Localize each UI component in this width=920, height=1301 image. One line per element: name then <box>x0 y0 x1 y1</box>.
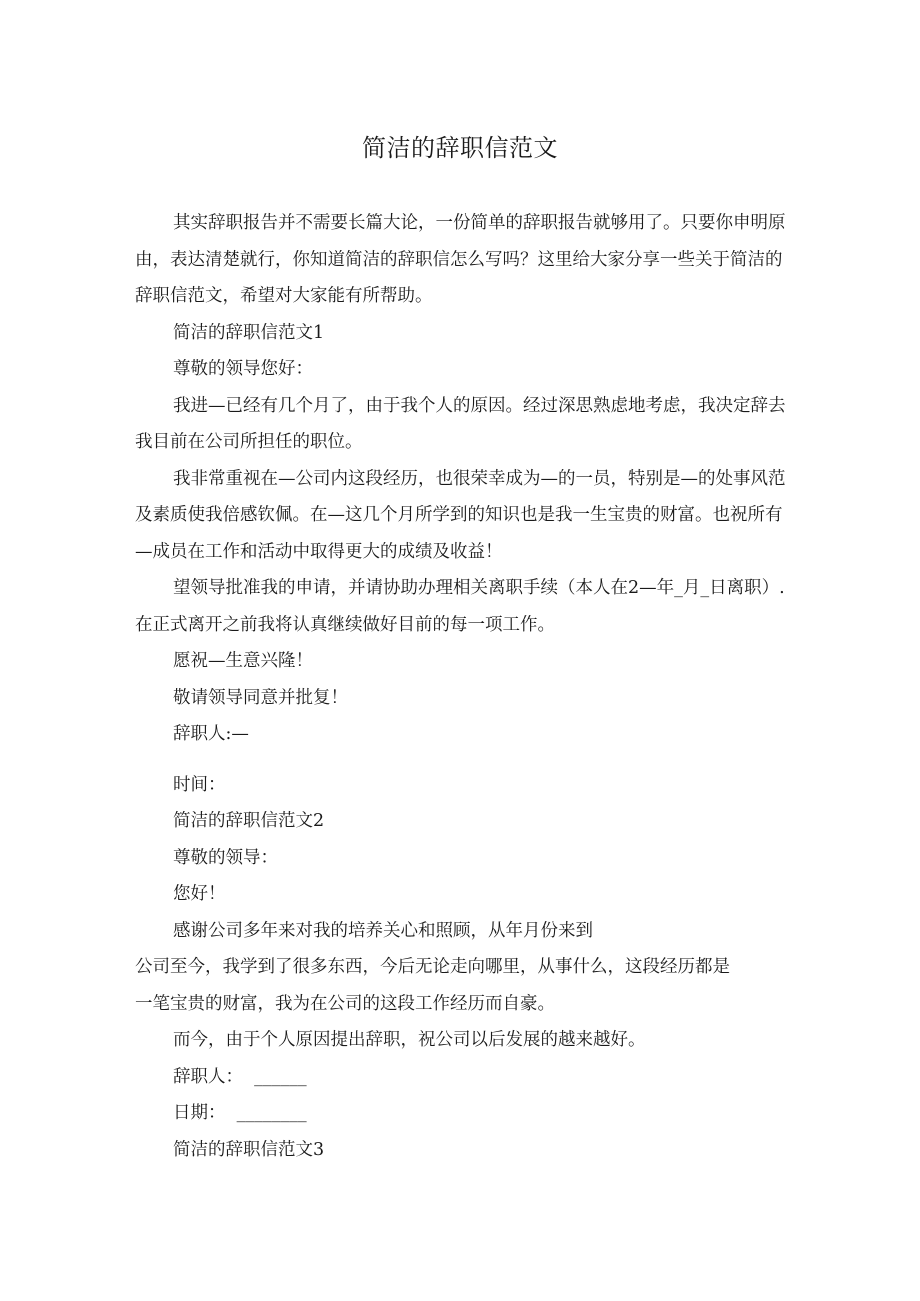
sample1-paragraph-1: 我进—已经有几个月了，由于我个人的原因。经过深思熟虑地考虑，我决定辞去我目前在公司所担任的职位。 <box>135 395 786 452</box>
sample2-paragraph-2: 而今，由于个人原因提出辞职，祝公司以后发展的越来越好。 <box>173 1030 646 1050</box>
intro-paragraph: 其实辞职报告并不需要长篇大论，一份简单的辞职报告就够用了。只要你申明原由，表达清楚就行，你知道简洁的辞职信怎么写吗？这里给大家分享一些关于简洁的辞职信范文，希望对大家能有所帮助。 <box>135 213 786 306</box>
sample3-heading: 简洁的辞职信范文3 <box>173 1139 325 1160</box>
sample1-paragraph-2: 我非常重视在—公司内这段经历，也很荣幸成为—的一员，特别是—的处事风范及素质使我倍感钦佩。在—这几个月所学到的知识也是我一生宝贵的财富。也祝所有—成员在工作和活动中取得更大的成绩及收益！ <box>135 468 786 562</box>
sample1-time: 时间： <box>173 774 226 795</box>
sample2-hello: 您好！ <box>173 884 226 904</box>
sample2-paragraph-1-line-3: 一笔宝贵的财富，我为在公司的这段工作经历而自豪。 <box>135 993 555 1014</box>
spacer <box>135 753 795 767</box>
sample1-wish: 愿祝—生意兴隆！ <box>173 651 313 671</box>
sample1-greeting: 尊敬的领导您好： <box>173 359 313 379</box>
document-title: 简洁的辞职信范文 <box>362 134 558 162</box>
sample2-paragraph-1-line-2: 公司至今，我学到了很多东西，今后无论走向哪里，从事什么，这段经历都是 <box>135 957 730 977</box>
sample1-signer: 辞职人:— <box>173 724 249 744</box>
sample2-heading: 简洁的辞职信范文2 <box>173 811 325 831</box>
document-body <box>135 205 795 1168</box>
sample1-paragraph-3: 望领导批准我的申请，并请协助办理相关离职手续（本人在2—年_月_日离职）. 在正式离开之前我将认真继续做好目前的每一项工作。 <box>135 578 791 635</box>
sample2-date: 日期： ________ <box>173 1103 307 1123</box>
sample1-request: 敬请领导同意并批复！ <box>173 687 348 708</box>
sample2-signer: 辞职人： ______ <box>173 1066 307 1087</box>
sample2-greeting: 尊敬的领导： <box>173 847 278 868</box>
sample1-heading: 简洁的辞职信范文1 <box>173 322 325 343</box>
sample2-paragraph-1-line-1: 感谢公司多年来对我的培养关心和照顾，从年月份来到 <box>173 920 593 941</box>
